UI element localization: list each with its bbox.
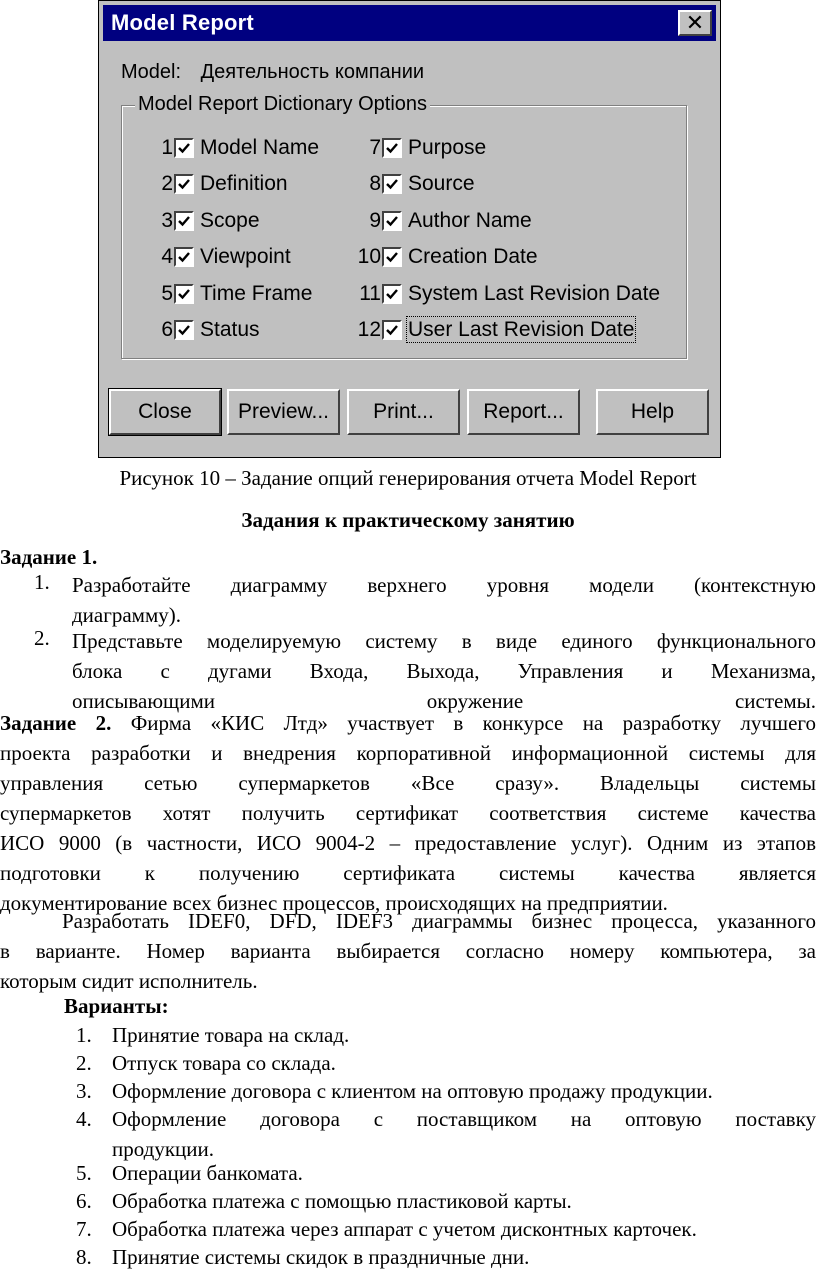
help-button[interactable]: Help [596,389,709,435]
option-label: Viewpoint [200,245,291,268]
option-label: User Last Revision Date [408,318,635,341]
task2-line: супермаркетов хотят получить сертификат соответствия системе качества [0,801,816,825]
task2-line: Разработать IDEF0, DFD, IDEF3 диаграммы бизнес процесса, указанного [62,909,816,933]
option-number: 7 [369,136,381,159]
checkbox-checked-icon[interactable] [382,138,402,158]
option-status[interactable] [145,317,260,343]
option-author-name[interactable] [353,208,532,234]
option-label: Source [408,172,475,195]
variant-number: 1. [76,1023,92,1047]
variant-number: 6. [76,1189,92,1213]
task1-title: Задание 1. [0,545,98,569]
option-label: Definition [200,172,288,195]
task2-line: проекта разработки и внедрения корпоративной информационной системы для [0,741,816,765]
item-text [72,570,816,630]
option-number: 6 [161,318,173,341]
variant-number: 7. [76,1217,92,1241]
model-line [121,61,424,84]
option-number: 12 [357,318,381,341]
task2-paragraph-2 [0,906,816,996]
option-definition[interactable] [145,171,288,197]
model-label: Model: [121,61,182,83]
option-number: 3 [161,209,173,232]
checkbox-checked-icon[interactable] [382,247,402,267]
item-line: Представьте моделируемую систему в виде единого функционального [72,629,816,653]
checkbox-checked-icon[interactable] [382,284,402,304]
checkbox-checked-icon[interactable] [382,211,402,231]
task2-first-line [0,708,816,738]
task2-line: которым сидит исполнитель. [0,969,258,993]
task2-line: документирование всех бизнес процессов, происходящих на предприятии. [0,891,668,915]
print-button[interactable]: Print... [347,389,460,435]
option-purpose[interactable] [353,135,486,161]
option-label: Scope [200,209,260,232]
option-system-last-revision-date[interactable] [353,281,660,307]
item-line: блока с дугами Входа, Выхода, Управления и Механизма, [72,659,816,683]
task2-line: в варианте. Номер варианта выбирается согласно номеру компьютера, за [0,939,816,963]
close-button[interactable]: Close [109,389,221,435]
option-number: 4 [161,245,173,268]
option-number: 11 [359,282,381,305]
preview-button[interactable]: Preview... [227,389,340,435]
item-line: диаграмму). [72,603,181,627]
item-line: Разработайте диаграмму верхнего уровня модели (контекстную [72,573,816,597]
model-report-dialog [98,0,721,458]
section-heading: Задания к практическому занятию [241,508,575,532]
option-label: Time Frame [200,282,313,305]
report-button[interactable]: Report... [467,389,580,435]
option-number: 5 [161,282,173,305]
variant-number: 5. [76,1161,92,1185]
task2-line: подготовки к получению сертификата системы качества является [0,861,816,885]
item-text [72,626,816,716]
checkbox-checked-icon[interactable] [174,284,194,304]
variant-number: 4. [76,1107,92,1131]
option-number: 2 [161,172,173,195]
option-label: Creation Date [408,245,538,268]
variant-text: Принятие товара на склад. [112,1023,350,1047]
task2-line: ИСО 9000 (в частности, ИСО 9004-2 – предоставление услуг). Одним из этапов [0,831,816,855]
dialog-titlebar[interactable] [103,5,716,41]
checkbox-checked-icon[interactable] [382,320,402,340]
dialog-title: Model Report [111,10,254,35]
option-label: Author Name [408,209,532,232]
task2-line: управления сетью супермаркетов «Все сразу». Владельцы системы [0,771,816,795]
option-scope[interactable] [145,208,260,234]
variant-text: Операции банкомата. [112,1161,303,1185]
task2-title: Задание 2. [0,711,112,735]
variant-text: Принятие системы скидок в праздничные дни. [112,1245,530,1269]
option-model-name[interactable] [145,135,319,161]
option-label: Status [200,318,260,341]
variant-text: Оформление договора с клиентом на оптовую продажу продукции. [112,1079,713,1103]
task2-paragraph [0,708,816,918]
variant-number: 8. [76,1245,92,1269]
checkbox-checked-icon[interactable] [174,174,194,194]
model-value: Деятельность компании [200,61,425,83]
variant-text: Отпуск товара со склада. [112,1051,336,1075]
variant-text: продукции. [112,1137,214,1161]
item-number: 2. [34,626,50,650]
item-number: 1. [34,570,50,594]
checkbox-checked-icon[interactable] [174,247,194,267]
option-time-frame[interactable] [145,281,312,307]
task2-first-line-text: Фирма «КИС Лтд» участвует в конкурсе на разработку лучшего [130,711,816,735]
checkbox-checked-icon[interactable] [382,174,402,194]
option-user-last-revision-date[interactable] [353,317,634,343]
option-number: 1 [161,136,173,159]
figure-caption: Рисунок 10 – Задание опций генерирования отчета Model Report [119,466,697,490]
checkbox-checked-icon[interactable] [174,211,194,231]
option-label: Purpose [408,136,487,159]
option-number: 8 [369,172,381,195]
checkbox-checked-icon[interactable] [174,138,194,158]
dictionary-options-title: Model Report Dictionary Options [135,93,430,116]
option-number: 9 [369,209,381,232]
variant-number: 3. [76,1079,92,1103]
option-number: 10 [357,245,381,268]
checkbox-checked-icon[interactable] [174,320,194,340]
option-label: Model Name [200,136,320,159]
close-icon[interactable]: ✕ [678,10,712,36]
variant-text: Обработка платежа через аппарат с учетом дисконтных карточек. [112,1217,697,1241]
option-label: System Last Revision Date [408,282,661,305]
option-viewpoint[interactable] [145,244,291,270]
variant-text: Оформление договора с поставщиком на оптовую поставку [112,1107,816,1131]
variant-number: 2. [76,1051,92,1075]
variants-title: Варианты: [64,994,169,1018]
option-source[interactable] [353,171,475,197]
option-creation-date[interactable] [353,244,538,270]
variant-text: Обработка платежа с помощью пластиковой карты. [112,1189,572,1213]
item-line: описывающими окружение системы. [72,689,816,713]
